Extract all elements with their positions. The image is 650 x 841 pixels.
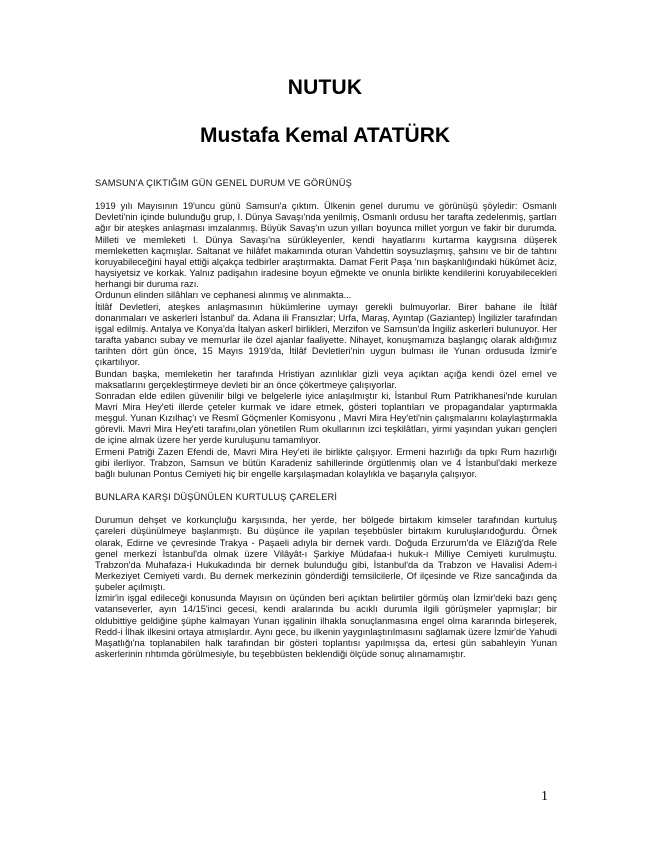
paragraph: Durumun dehşet ve korkunçluğu karşısında, her yerde, her bölgede birtakım kimseler tarafından kurtuluş çareleri düşünülmeye başlanmıştı. Bu düşünce ile yapılan teşebbüsler birtakım kuruluşlarıdoğurdu. Örnek olarak, Edirne ve çevresinde Trakya - Paşaeli adıyla bir dernek vardı. Doğuda Erzurum'da ve Elâzığ'da Rele genel merkezi İstanbul'da olmak üzere Vilâyât-ı Şarkiye Müdafaa-i hukuk-ı Milliye Cemiyeti kurulmuştu. Trabzon'da Muhafaza-i Hukukadında bir dernek bulunduğu gibi, İstanbul'da da Trabzon ve Havalisi Adem-i Merkeziyet Cemiyeti vardı. Bu dernek merkezinin gönderdiği temsilcilerle, Of ilçesinde ve Rize sancağında da şubeler açılmıştı.	[95, 515, 557, 593]
page-number: 1	[541, 789, 548, 804]
document-author: Mustafa Kemal ATATÜRK	[199, 124, 451, 147]
paragraph: Sonradan elde edilen güvenilir bilgi ve belgelerle iyice anlaşılmıştır ki, İstanbul Rum Patrikhanesi'nde kurulan Mavri Mira Hey'eti illerde çeteler kurmak ve idare etmek, gösteri toplantıları ve propagandalar yaptırmakla meşgul. Yunan Kızılhaç'ı ve Resmî Göçmenler Komisyonu , Mavri Mira Hey'eti'nin çalışmalarını kolaylaştırmakla görevli. Mavri Mira Hey'eti tarafını,olan yönetilen Rum okullarının izci teşkilâtları, yirmi yaşından yukarı gençleri de içine almak üzere her yerde kuruluşunu tamamlıyor.	[95, 390, 557, 446]
paragraph: Ermeni Patriği Zazen Efendi de, Mavri Mira Hey'eti ile birlikte çalışıyor. Ermeni hazırlığı da tıpkı Rum hazırlığı gibi ilerliyor. Trabzon, Samsun ve bütün Karadeniz sahillerinde örgütlenmiş olan ve 4 İstanbul'daki merkeze bağlı bulunan Pontus Cemiyeti hiç bir engelle karşılaşmadan kolaylıkla ve başarıyla çalışıyor.	[95, 446, 557, 479]
document-body	[95, 178, 557, 660]
paragraph: İzmir'in işgal edileceği konusunda Mayısın on üçünden beri açıktan belirtiler görmüş olan İzmir'deki bazı genç vatanseverler, ayın 14/15'inci gecesi, kendi aralarında bu acıklı durumla ilgili görüşmeler yapmışlar; bir oldubittiye geldiğine şüphe kalmayan Yunan işgalinin ilhakla sonuçlanmasına engel olma kararında birleşerek, Redd-i İlhak ilkesini ortaya atmışlardır. Aynı gece, bu ilkenin yaygınlaştırılmasını sağlamak üzere İzmir'de Yahudi Maşatlığı'na toplanabilen halk tarafından bir gösteri toplantısı yapılmışsa da, ertesi gün sabahleyin Yunan askerlerinin rıhtımda görülmesiyle, bu teşebbüsten beklendiği ölçüde sonuç alınamamıştır.	[95, 593, 557, 660]
paragraph: 1919 yılı Mayısının 19'uncu günü Samsun'a çıktım. Ülkenin genel durumu ve görünüşü şöyledir: Osmanlı Devleti'nin içinde bulunduğu grup, I. Dünya Savaşı'nda yenilmiş, Osmanlı ordusu her tarafta zedelenmiş, şartları ağır bir ateşkes anlaşması imzalanmış. Büyük Savaş'ın uzun yılları boyunca millet yorgun ve fakir bir durumda. Milleti ve memleketi I. Dünya Savaşı'na sürükleyenler, kendi hayatlarını kurtarma kaygısına düşerek memleketten kaçmışlar. Saltanat ve hilâfet makamında oturan Vahdettin soysuzlaşmış, şahsını ve bir de tahtını koruyabileceğini hayal ettiği alçakça tedbirler araştırmakta. Damat Ferit Paşa 'nın başkanlığındaki hükûmet âciz, haysiyetsiz ve korkak. Yalnız padişahın iradesine boyun eğmekte ve onunla birlikte kendilerini koruyabilecekleri herhangi bir duruma razı.	[95, 201, 557, 290]
section-heading-kurtulus: BUNLARA KARŞI DÜŞÜNÜLEN KURTULUŞ ÇARELERİ	[95, 492, 338, 503]
paragraph: İtilâf Devletleri, ateşkes anlaşmasının hükümlerine uymayı gerekli bulmuyorlar. Birer bahane ile İtilâf donanmaları ve askerleri İstanbul' da. Adana ili Fransızlar; Urfa, Maraş, Ayıntap (Gaziantep) İngilizler tarafından işgal edilmiş. Antalya ve Konya'da İtalyan askerî birlikleri, Merzifon ve Samsun'da İngiliz askerleri bulunuyor. Her tarafta yabancı subay ve memurlar ile özel ajanlar faaliyette. Nihayet, konuşmamıza başlangıç olarak aldığımız tarihten dört gün önce, 15 Mayıs 1919'da, İtilâf Devletleri'nin uygun bulması ile Yunan ordusuda İzmir'e çıkartılıyor.	[95, 301, 557, 368]
section-heading-samsun: SAMSUN'A ÇIKTIĞIM GÜN GENEL DURUM VE GÖRÜNÜŞ	[95, 178, 353, 188]
document-title: NUTUK	[287, 76, 363, 99]
paragraph: Bundan başka, memleketin her tarafında Hristiyan azınlıklar gizli veya açıktan açığa kendi özel emel ve maksatlarını gerçekleştirmeye devleti bir an önce çökertmeye çalışıyorlar.	[95, 368, 557, 390]
paragraph: Ordunun elinden silâhları ve cephanesi alınmış ve alınmakta...	[95, 290, 352, 301]
